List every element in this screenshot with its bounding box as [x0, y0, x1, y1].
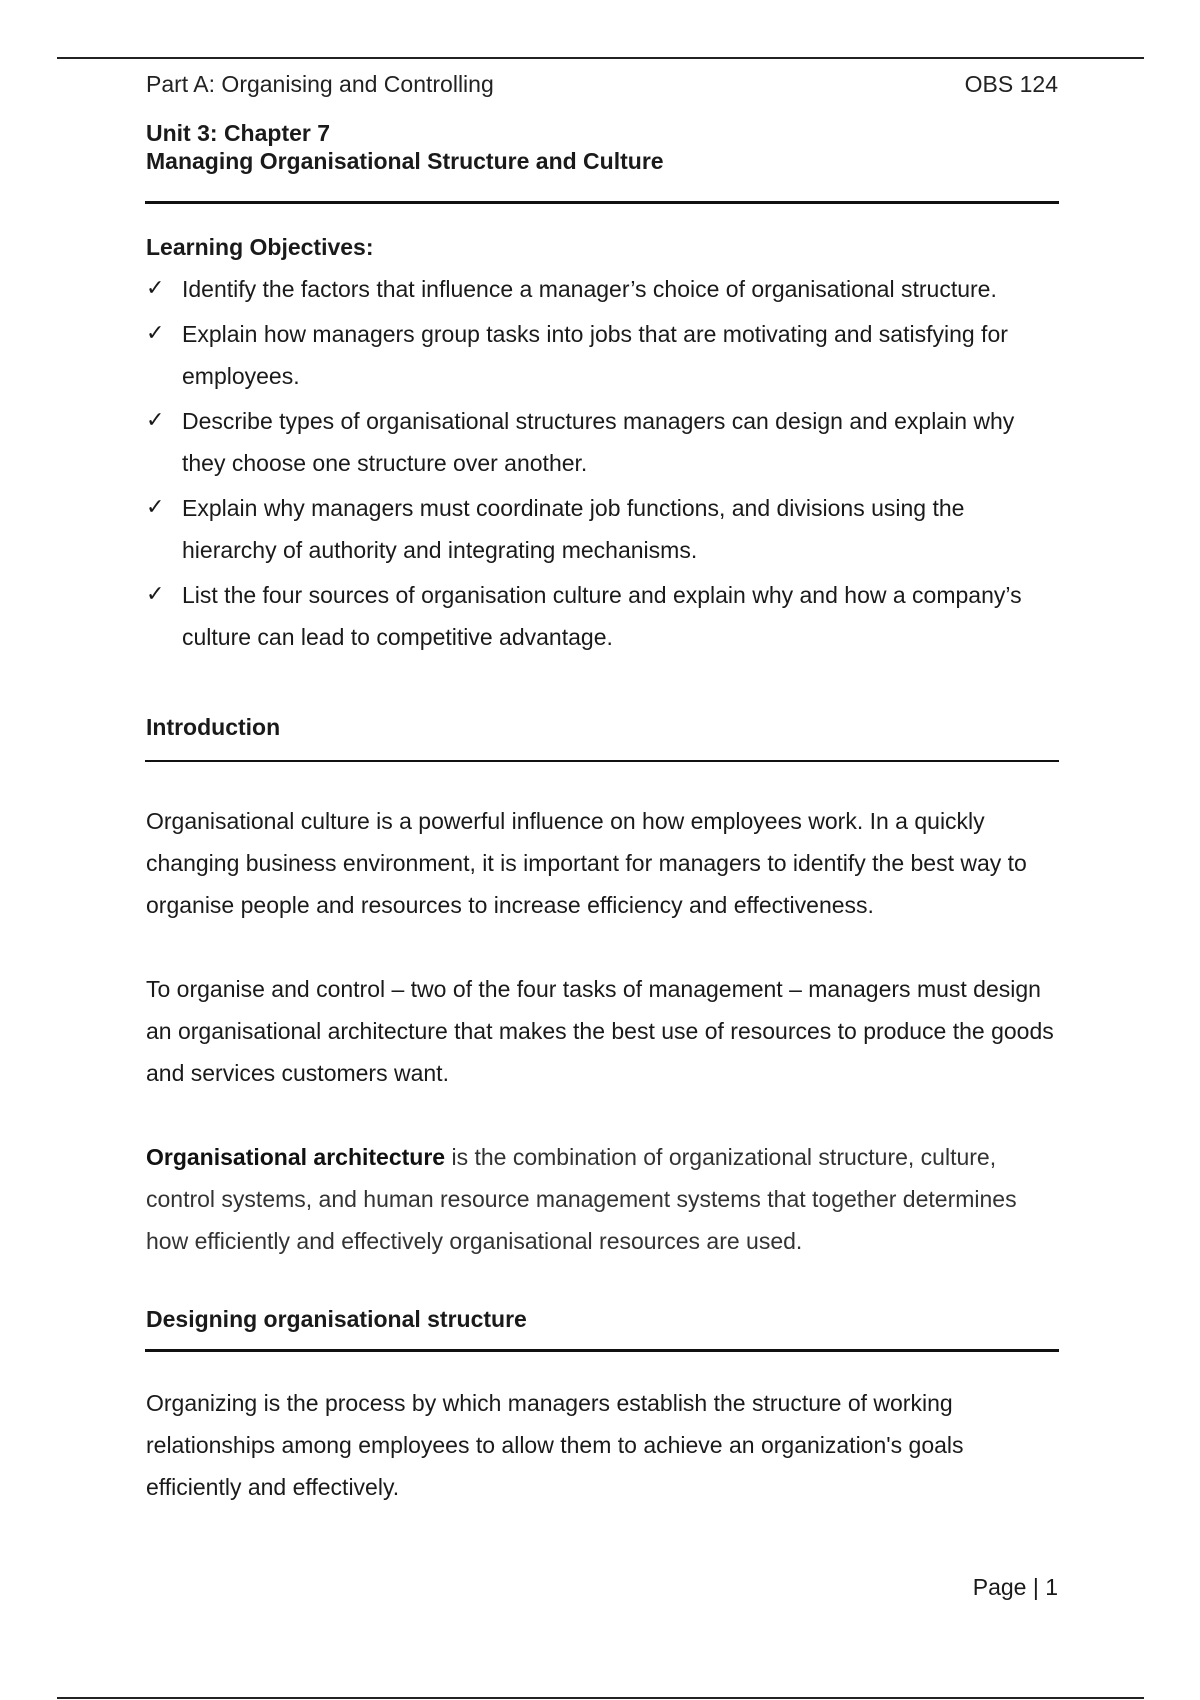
list-item: [146, 400, 1058, 484]
checkmark-icon: ✓: [146, 582, 165, 607]
learning-objectives-heading: Learning Objectives:: [146, 234, 374, 260]
document-page: [146, 68, 1058, 1508]
list-item: [146, 574, 1058, 658]
bottom-page-rule: [57, 1697, 1144, 1699]
introduction-heading: Introduction: [146, 714, 281, 740]
definition-text: is the combination of organizational structure, culture, control systems, and human resource management systems that together determines how efficiently and effectively organisational resources are used.: [146, 1144, 1017, 1254]
running-header: [146, 68, 1058, 100]
designing-divider: [145, 1349, 1059, 1352]
objective-text: Describe types of organisational structures managers can design and explain why they choose one structure over another.: [182, 408, 1015, 476]
definition-term: Organisational architecture: [146, 1144, 446, 1170]
top-page-rule: [57, 57, 1144, 59]
introduction-divider: [145, 760, 1059, 762]
objective-text: List the four sources of organisation culture and explain why and how a company’s culture can lead to competitive advantage.: [182, 582, 1022, 650]
objective-text: Explain how managers group tasks into jobs that are motivating and satisfying for employees.: [182, 321, 1008, 389]
checkmark-icon: ✓: [146, 321, 165, 346]
designing-structure-heading: Designing organisational structure: [146, 1306, 527, 1332]
learning-objectives-list: [146, 268, 1058, 658]
checkmark-icon: ✓: [146, 408, 165, 433]
unit-title: [146, 119, 1058, 175]
definition-paragraph: [146, 1136, 1058, 1262]
list-item: [146, 313, 1058, 397]
list-item: [146, 487, 1058, 571]
introduction-paragraph-2: To organise and control – two of the four tasks of management – managers must design an organisational architecture that makes the best use of resources to produce the goods and services customers want.: [146, 976, 1054, 1086]
chapter-title: Managing Organisational Structure and Culture: [146, 148, 664, 174]
course-code: OBS 124: [964, 71, 1058, 97]
introduction-paragraph-1: Organisational culture is a powerful influence on how employees work. In a quickly changing business environment, it is important for managers to identify the best way to organise people and resources to increase efficiency and effectiveness.: [146, 808, 1027, 918]
designing-paragraph: Organizing is the process by which managers establish the structure of working relationships among employees to allow them to achieve an organization's goals efficiently and effectively.: [146, 1390, 964, 1500]
checkmark-icon: ✓: [146, 276, 165, 301]
part-title: Part A: Organising and Controlling: [146, 71, 494, 97]
objective-text: Explain why managers must coordinate job functions, and divisions using the hierarchy of authority and integrating mechanisms.: [182, 495, 965, 563]
checkmark-icon: ✓: [146, 495, 165, 520]
list-item: [146, 268, 1058, 310]
objective-text: Identify the factors that influence a manager’s choice of organisational structure.: [182, 276, 997, 302]
page-number: Page | 1: [972, 1574, 1058, 1600]
title-divider: [145, 201, 1059, 204]
unit-chapter-line: Unit 3: Chapter 7: [146, 120, 331, 146]
